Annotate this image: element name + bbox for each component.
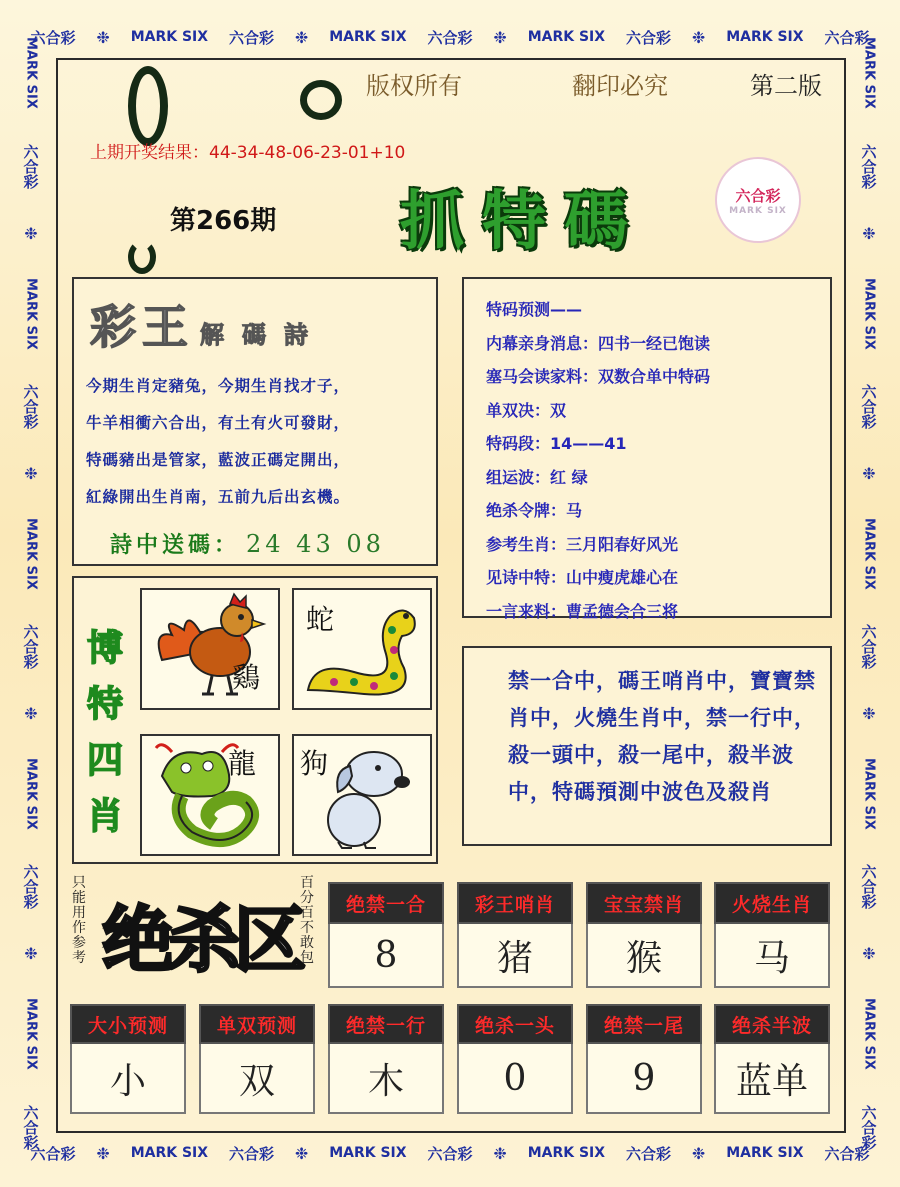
zodiac-name: 鷄 [232,661,261,694]
border-brand-cn: 六合彩 [21,1104,40,1150]
prediction-line: 单双决：双 [486,400,567,420]
zodiac-cell-rooster [140,588,280,710]
border-brand-cn: 六合彩 [824,1144,870,1163]
kill-tile-value: 猪 [457,924,573,988]
border-brand-cn: 六合彩 [625,1144,671,1163]
edition-label: 第二版 [750,72,822,100]
ornament-icon: ❉ [294,1143,309,1163]
ornament-icon: ❉ [21,944,41,964]
border-brand-cn: 六合彩 [21,624,40,670]
zodiac-name: 龍 [228,747,257,780]
kill-tile-value: 9 [586,1044,702,1114]
poem-line: 今期生肖定豬兔，今期生肖找才子， [86,376,351,395]
poem-title-sub: 解碼詩 [200,320,326,349]
zodiac-vertical-title [82,620,128,844]
prediction-panel [462,277,832,621]
zodiac-name: 狗 [300,747,329,780]
ornament-icon: ❉ [493,1143,507,1163]
border-brand-en: MARK SIX [861,37,877,110]
decorative-swirl [128,66,168,146]
zodiac-title-char: 四 [86,739,123,781]
border-brand-en: MARK SIX [130,1145,209,1161]
kill-tile-label: 宝宝禁肖 [586,882,702,924]
border-brand-en: MARK SIX [23,517,39,590]
logo-text-en: MARK SIX [729,205,787,216]
kill-tile-label: 大小预测 [70,1004,186,1044]
kill-tile-value: 0 [457,1044,573,1114]
poem-panel [72,277,438,566]
top-border-strip [20,24,880,50]
gift-value: 24 43 08 [246,530,385,558]
border-brand-en: MARK SIX [329,1145,407,1161]
kill-tile [457,1004,573,1114]
kill-tile [199,1004,315,1114]
border-brand-en: MARK SIX [726,29,804,45]
border-brand-cn: 六合彩 [228,1144,274,1163]
ornament-icon: ❉ [96,1143,110,1163]
zodiac-cell-dragon [140,734,280,856]
border-brand-cn: 六合彩 [859,143,878,189]
kill-tile [714,882,830,988]
border-brand-cn: 六合彩 [427,28,473,47]
header-notice [366,66,846,102]
border-brand-cn: 六合彩 [625,28,671,47]
copyright-text: 版权所有 [366,72,462,100]
poem-lines [86,374,436,522]
border-brand-en: MARK SIX [726,1145,804,1161]
decorative-swirl [128,240,156,274]
border-brand-en: MARK SIX [527,1145,606,1161]
ornament-icon: ❉ [21,223,41,243]
kill-tile-label: 绝禁一尾 [586,1004,702,1044]
border-brand-cn: 六合彩 [30,28,76,47]
notice-panel [462,646,832,846]
kill-tile-value: 双 [199,1044,315,1114]
border-brand-en: MARK SIX [329,29,407,45]
kill-tile [70,1004,186,1114]
ornament-icon: ❉ [859,704,879,724]
prediction-line: 组运波：红 绿 [486,467,588,487]
poem-title-main: 彩王 [90,300,194,354]
kill-tile [714,1004,830,1114]
logo-text-cn: 六合彩 [735,186,781,205]
border-brand-en: MARK SIX [861,517,877,590]
kill-tile [328,882,444,988]
border-brand-en: MARK SIX [23,997,39,1070]
kill-tile-value: 猴 [586,924,702,988]
reference-only-note: 只能用作参考 [72,875,86,966]
border-brand-en: MARK SIX [23,37,39,110]
zodiac-title-char: 肖 [86,795,123,837]
poem-title [90,291,326,357]
bottom-border-strip [20,1140,880,1166]
border-brand-en: MARK SIX [23,277,39,350]
mark-six-logo [715,157,801,243]
kill-tile [586,882,702,988]
kill-tile-label: 绝禁一行 [328,1004,444,1044]
zodiac-title-char: 特 [86,683,123,725]
right-border-strip [856,20,882,1167]
kill-tile-value: 小 [70,1044,186,1114]
prediction-line: 一言来料：曹孟德会合三将 [486,601,679,621]
kill-tile-label: 彩王哨肖 [457,882,573,924]
kill-tile-label: 绝禁一合 [328,882,444,924]
border-brand-cn: 六合彩 [228,28,274,47]
zodiac-title-char: 博 [86,627,123,669]
ornament-icon: ❉ [493,27,507,47]
border-brand-cn: 六合彩 [21,384,40,430]
kill-zone-title: 绝杀区 [102,898,301,982]
border-brand-en: MARK SIX [861,757,877,830]
no-guarantee-note: 百分百不敢包 [300,875,314,966]
ornament-icon: ❉ [21,704,41,724]
ornament-icon: ❉ [859,463,879,483]
issue-number: 第266期 [170,206,277,236]
poem-gift-numbers [110,528,385,559]
border-brand-cn: 六合彩 [21,143,40,189]
kill-tile-label: 绝杀半波 [714,1004,830,1044]
border-brand-en: MARK SIX [527,29,606,45]
page-title: 抓特碼 [400,184,646,259]
ornament-icon: ❉ [691,27,706,47]
dragon-icon [142,736,278,854]
zodiac-cell-dog [292,734,432,856]
poem-line: 紅綠開出生肖南，五前九后出玄機。 [86,487,351,506]
border-brand-cn: 六合彩 [859,624,878,670]
border-brand-cn: 六合彩 [859,864,878,910]
kill-tile-label: 绝杀一头 [457,1004,573,1044]
kill-tile [457,882,573,988]
no-reprint-text: 翻印必究 [572,72,668,100]
border-brand-cn: 六合彩 [859,384,878,430]
zodiac-name: 蛇 [306,603,335,636]
ornament-icon: ❉ [21,463,41,483]
kill-tile-label: 单双预测 [199,1004,315,1044]
kill-tile-value: 木 [328,1044,444,1114]
border-brand-cn: 六合彩 [824,28,870,47]
prediction-line: 内幕亲身消息：四书一经已饱读 [486,333,711,353]
kill-tile-value: 8 [328,924,444,988]
prediction-line: 特码预测—— [486,300,583,319]
border-brand-cn: 六合彩 [21,864,40,910]
decorative-swirl [300,80,342,120]
left-border-strip [18,20,44,1167]
kill-tile [586,1004,702,1114]
prediction-line: 绝杀令牌：马 [486,501,583,520]
notice-text: 禁一合中，碼王哨肖中，寶寶禁肖中，火燒生肖中，禁一行中，殺一頭中，殺一尾中，殺半波中，特碼預測中波色及殺肖 [508,668,816,804]
gift-label: 詩中送碼： [110,532,241,558]
prediction-line: 特码段：14——41 [486,434,627,453]
border-brand-cn: 六合彩 [427,1144,473,1163]
kill-tile-value: 马 [714,924,830,988]
four-zodiac-panel [72,576,438,864]
kill-tile [328,1004,444,1114]
prediction-line: 见诗中特：山中瘦虎雄心在 [486,568,679,587]
border-brand-cn: 六合彩 [30,1144,76,1163]
poem-line: 特碼豬出是管家，藍波正碼定開出， [86,450,351,469]
border-brand-en: MARK SIX [130,29,209,45]
prediction-line: 参考生肖：三月阳春好风光 [486,534,679,554]
border-brand-en: MARK SIX [861,277,877,350]
zodiac-cell-snake [292,588,432,710]
kill-tile-label: 火烧生肖 [714,882,830,924]
ornament-icon: ❉ [859,944,879,964]
ornament-icon: ❉ [691,1143,706,1163]
kill-tile-value: 蓝单 [714,1044,830,1114]
ornament-icon: ❉ [96,27,110,47]
ornament-icon: ❉ [294,27,309,47]
poem-line: 牛羊相衝六合出，有土有火可發財， [86,413,351,432]
border-brand-cn: 六合彩 [859,1104,878,1150]
last-result: 上期开奖结果：44-34-48-06-23-01+10 [90,143,406,163]
ornament-icon: ❉ [859,223,879,243]
border-brand-en: MARK SIX [861,997,877,1070]
border-brand-en: MARK SIX [23,757,39,830]
prediction-line: 塞马会读家料：双数合单中特码 [486,367,711,386]
